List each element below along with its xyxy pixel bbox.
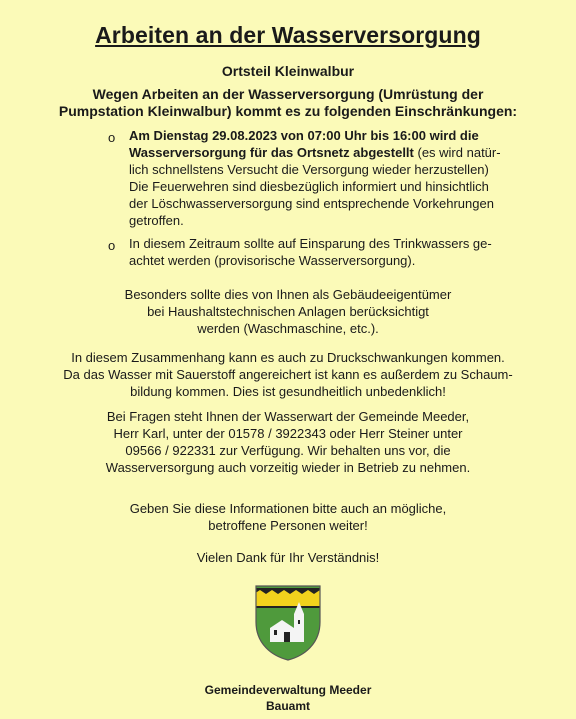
subtitle: Ortsteil Kleinwalbur — [221, 63, 355, 79]
thanks-line: Vielen Dank für Ihr Verständnis! — [196, 550, 380, 565]
seal-church-door — [284, 632, 290, 642]
owners-line: bei Haushaltstechnischen Anlagen berücksichtigt — [147, 304, 429, 319]
share-line: betroffene Personen weiter! — [208, 518, 368, 533]
pressure-line: bildung kommen. Dies ist gesundheitlich unbedenklich! — [130, 384, 446, 399]
bullet-line: In diesem Zeitraum sollte auf Einsparung des Trinkwassers ge- — [129, 236, 492, 251]
bullet-item-1 — [129, 127, 529, 229]
bullet-marker: o — [108, 238, 116, 253]
pressure-paragraph — [30, 349, 546, 400]
footer — [0, 682, 576, 714]
contact-paragraph — [30, 408, 546, 476]
bullet-marker: o — [108, 130, 116, 145]
bullet-bold-line: Am Dienstag 29.08.2023 von 07:00 Uhr bis 16:00 wird die — [129, 128, 479, 143]
contact-line: Bei Fragen steht Ihnen der Wasserwart der Gemeinde Meeder, — [106, 409, 470, 424]
bullet-mixed-line — [129, 144, 529, 161]
footer-department: Bauamt — [265, 699, 310, 713]
owners-line: werden (Waschmaschine, etc.). — [197, 321, 379, 336]
intro-paragraph — [40, 86, 536, 120]
bullet-line: lich schnellstens Versucht die Versorgung wieder herzustellen) — [129, 162, 489, 177]
share-line: Geben Sie diese Informationen bitte auch an mögliche, — [129, 501, 447, 516]
footer-authority: Gemeindeverwaltung Meeder — [204, 683, 372, 697]
page-title: Arbeiten an der Wasserversorgung — [95, 22, 481, 48]
intro-line: Pumpstation Kleinwalbur) kommt es zu folgenden Einschränkungen: — [58, 103, 518, 119]
seal-church-window — [274, 630, 277, 635]
coat-of-arms-icon — [254, 584, 322, 662]
contact-line: Herr Karl, unter der 01578 / 3922343 oder Herr Steiner unter — [113, 426, 463, 441]
bullet-line: der Löschwasserversorgung sind entsprechende Vorkehrungen — [129, 196, 494, 211]
seal-yellow-stripe — [254, 603, 322, 606]
bullet-line: achtet werden (provisorische Wasserversorgung). — [129, 253, 416, 268]
owners-paragraph — [30, 286, 546, 337]
bullet-line: Die Feuerwehren sind diesbezüglich informiert und hinsichtlich — [129, 179, 489, 194]
intro-line: Wegen Arbeiten an der Wasserversorgung (Umrüstung der — [92, 86, 484, 102]
contact-line: Wasserversorgung auch vorzeitig wieder in Betrieb zu nehmen. — [105, 460, 471, 475]
seal-tower-window — [298, 620, 300, 624]
bullet-bold-line: Wasserversorgung für das Ortsnetz abgestellt — [129, 145, 414, 160]
pressure-line: In diesem Zusammenhang kann es auch zu Druckschwankungen kommen. — [71, 350, 505, 365]
bullet-item-2 — [129, 235, 529, 269]
share-paragraph — [30, 500, 546, 534]
contact-line: 09566 / 922331 zur Verfügung. Wir behalten uns vor, die — [125, 443, 451, 458]
bullet-line-tail: (es wird natür- — [413, 145, 501, 160]
pressure-line: Da das Wasser mit Sauerstoff angereichert ist kann es außerdem zu Schaum- — [63, 367, 513, 382]
bullet-line: getroffen. — [129, 213, 184, 228]
owners-line: Besonders sollte dies von Ihnen als Gebäudeeigentümer — [124, 287, 452, 302]
